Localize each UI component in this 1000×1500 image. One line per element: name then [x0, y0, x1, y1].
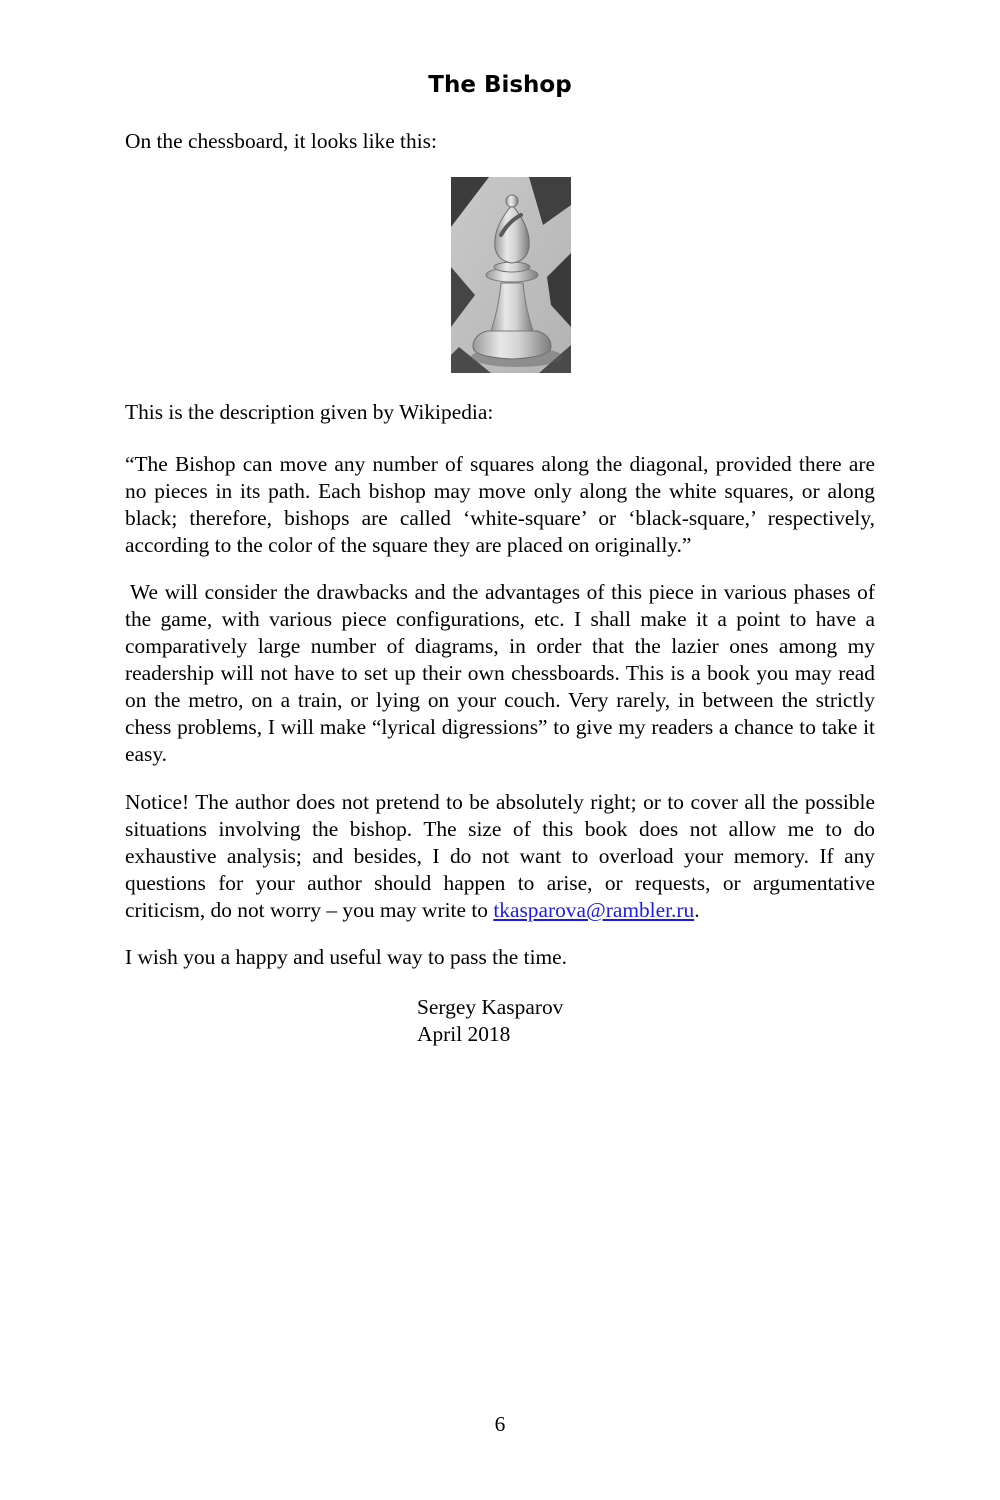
notice-paragraph	[125, 789, 875, 924]
bishop-figure	[451, 177, 571, 373]
signature-name: Sergey Kasparov	[417, 995, 564, 1019]
notice-end: .	[694, 898, 700, 922]
bishop-piece-icon	[451, 177, 571, 373]
page-title: The Bishop	[428, 72, 572, 98]
wikipedia-quote: “The Bishop can move any number of squares along the diagonal, provided there are no pieces in its path. Each bishop may move only along the white squares, or along black; therefore, bishops are called ‘white-square’ or ‘black-square,’ respectively, according to the color of the square they are placed on originally.”	[125, 452, 875, 557]
notice-text: Notice! The author does not pretend to be absolutely right; or to cover all the possible situations involving the bishop. The size of this book does not allow me to do exhaustive analysis; and besides, I do not want to overload your memory. If any questions for your author should happen to arise, or requests, or argumentative criticism, do not worry – you may write to	[125, 790, 875, 922]
page-number: 6	[494, 1412, 506, 1436]
consider-paragraph: We will consider the drawbacks and the advantages of this piece in various phases of the game, with various piece configurations, etc. I shall make it a point to have a comparatively large number of diagrams, in order that the lazier ones among my readership will not have to set up their own chessboards. This is a book you may read on the metro, on a train, or lying on your couch. Very rarely, in between the strictly chess problems, I will make “lyrical digressions” to give my readers a chance to take it easy.	[125, 580, 875, 766]
signature	[417, 994, 563, 1048]
signature-date: April 2018	[417, 1022, 511, 1046]
page	[125, 0, 875, 1500]
wikipedia-label: This is the description given by Wikipedia:	[125, 400, 494, 424]
wish-paragraph: I wish you a happy and useful way to pass the time.	[125, 945, 567, 969]
intro-paragraph: On the chessboard, it looks like this:	[125, 129, 437, 153]
email-link[interactable]: tkasparova@rambler.ru	[493, 898, 695, 922]
